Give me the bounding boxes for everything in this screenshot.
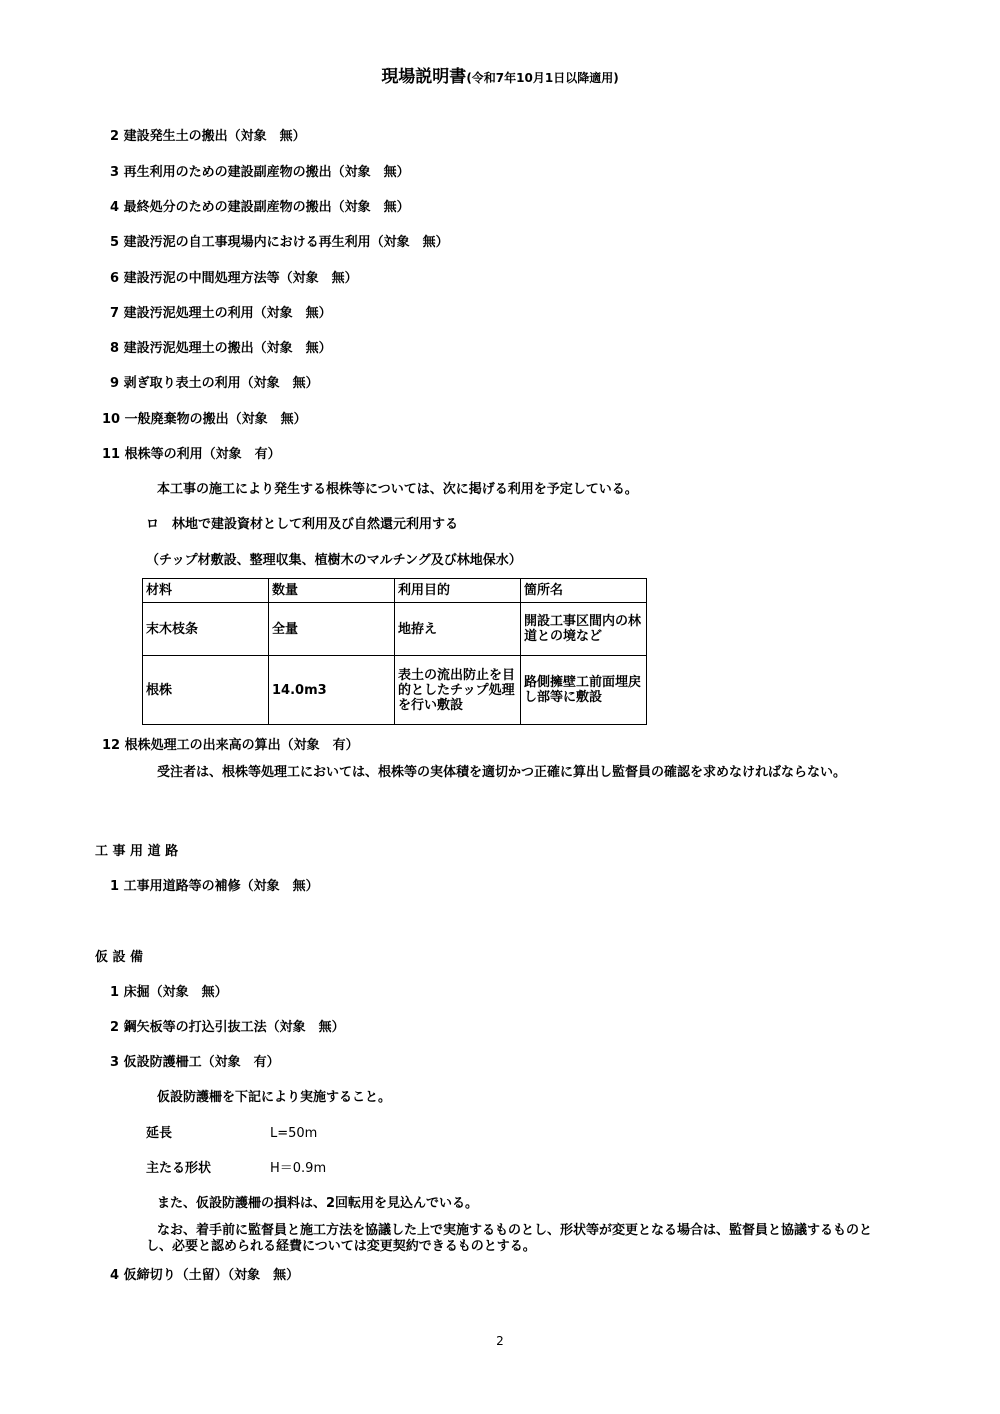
temp-item-3-body: 仮設防護柵を下記により実施すること。 <box>157 1090 392 1105</box>
shape-value: H＝0.9m <box>270 1161 327 1176</box>
table-cell: 末木枝条 <box>143 603 269 656</box>
page-number: 2 <box>496 1334 504 1348</box>
temp-item-4: 4 仮締切り（土留）（対象 無） <box>110 1268 300 1283</box>
material-table <box>142 578 647 725</box>
table-header-quantity: 数量 <box>269 579 395 603</box>
item-5: 5 建設汚泥の自工事現場内における再生利用（対象 無） <box>110 235 449 250</box>
item-7: 7 建設汚泥処理土の利用（対象 無） <box>110 306 332 321</box>
temp-item-1: 1 床掘（対象 無） <box>110 985 228 1000</box>
item-11: 11 根株等の利用（対象 有） <box>102 447 281 462</box>
item-2: 2 建設発生土の搬出（対象 無） <box>110 129 306 144</box>
table-cell: 全量 <box>269 603 395 656</box>
table-cell: 根株 <box>143 656 269 725</box>
item-3: 3 再生利用のための建設副産物の搬出（対象 無） <box>110 165 410 180</box>
temp-item-2: 2 鋼矢板等の打込引抜工法（対象 無） <box>110 1020 345 1035</box>
length-label: 延長 <box>146 1126 173 1141</box>
table-cell: 地拵え <box>395 603 521 656</box>
item-4: 4 最終処分のための建設副産物の搬出（対象 無） <box>110 200 410 215</box>
length-value: L=50m <box>270 1126 318 1141</box>
loss-note: また、仮設防護柵の損料は、2回転用を見込んでいる。 <box>157 1196 479 1211</box>
item-12: 12 根株処理工の出来高の算出（対象 有） <box>102 738 359 753</box>
road-item-1: 1 工事用道路等の補修（対象 無） <box>110 879 319 894</box>
table-row <box>143 603 647 656</box>
shape-label: 主たる形状 <box>146 1161 212 1176</box>
item-8: 8 建設汚泥処理土の搬出（対象 無） <box>110 341 332 356</box>
table-cell: 路側擁壁工前面埋戻し部等に敷設 <box>521 656 647 725</box>
page-subtitle: (令和7年10月1日以降適用) <box>466 71 619 85</box>
page-title: 現場説明書 <box>381 67 467 87</box>
table-header-material: 材料 <box>143 579 269 603</box>
item-11-ro: ロ 林地で建設資材として利用及び自然還元利用する <box>146 517 459 532</box>
consult-note: なお、着手前に監督員と施工方法を協議した上で実施するものとし、形状等が変更となる場合は、監督員と協議するものとし、必要と認められる経費については変更契約できるものとする。 <box>146 1223 873 1254</box>
section-temp-heading: 仮 設 備 <box>95 950 144 965</box>
temp-item-3: 3 仮設防護柵工（対象 有） <box>110 1055 280 1070</box>
item-12-body: 受注者は、根株等処理工においては、根株等の実体積を適切かつ正確に算出し監督員の確認を求めなければならない。 <box>157 765 847 780</box>
item-10: 10 一般廃棄物の搬出（対象 無） <box>102 412 307 427</box>
table-cell: 14.0m3 <box>269 656 395 725</box>
table-cell: 開設工事区間内の林道との境など <box>521 603 647 656</box>
item-6: 6 建設汚泥の中間処理方法等（対象 無） <box>110 271 358 286</box>
table-cell: 表土の流出防止を目的としたチップ処理を行い敷設 <box>395 656 521 725</box>
table-header-row <box>143 579 647 603</box>
document-title <box>0 62 1000 87</box>
item-11-note: （チップ材敷設、整理収集、植樹木のマルチング及び林地保水） <box>146 553 522 568</box>
item-11-body: 本工事の施工により発生する根株等については、次に掲げる利用を予定している。 <box>157 482 638 497</box>
section-road-heading: 工 事 用 道 路 <box>95 844 179 859</box>
item-9: 9 剥ぎ取り表土の利用（対象 無） <box>110 376 319 391</box>
table-header-purpose: 利用目的 <box>395 579 521 603</box>
table-row <box>143 656 647 725</box>
table-header-location: 箇所名 <box>521 579 647 603</box>
